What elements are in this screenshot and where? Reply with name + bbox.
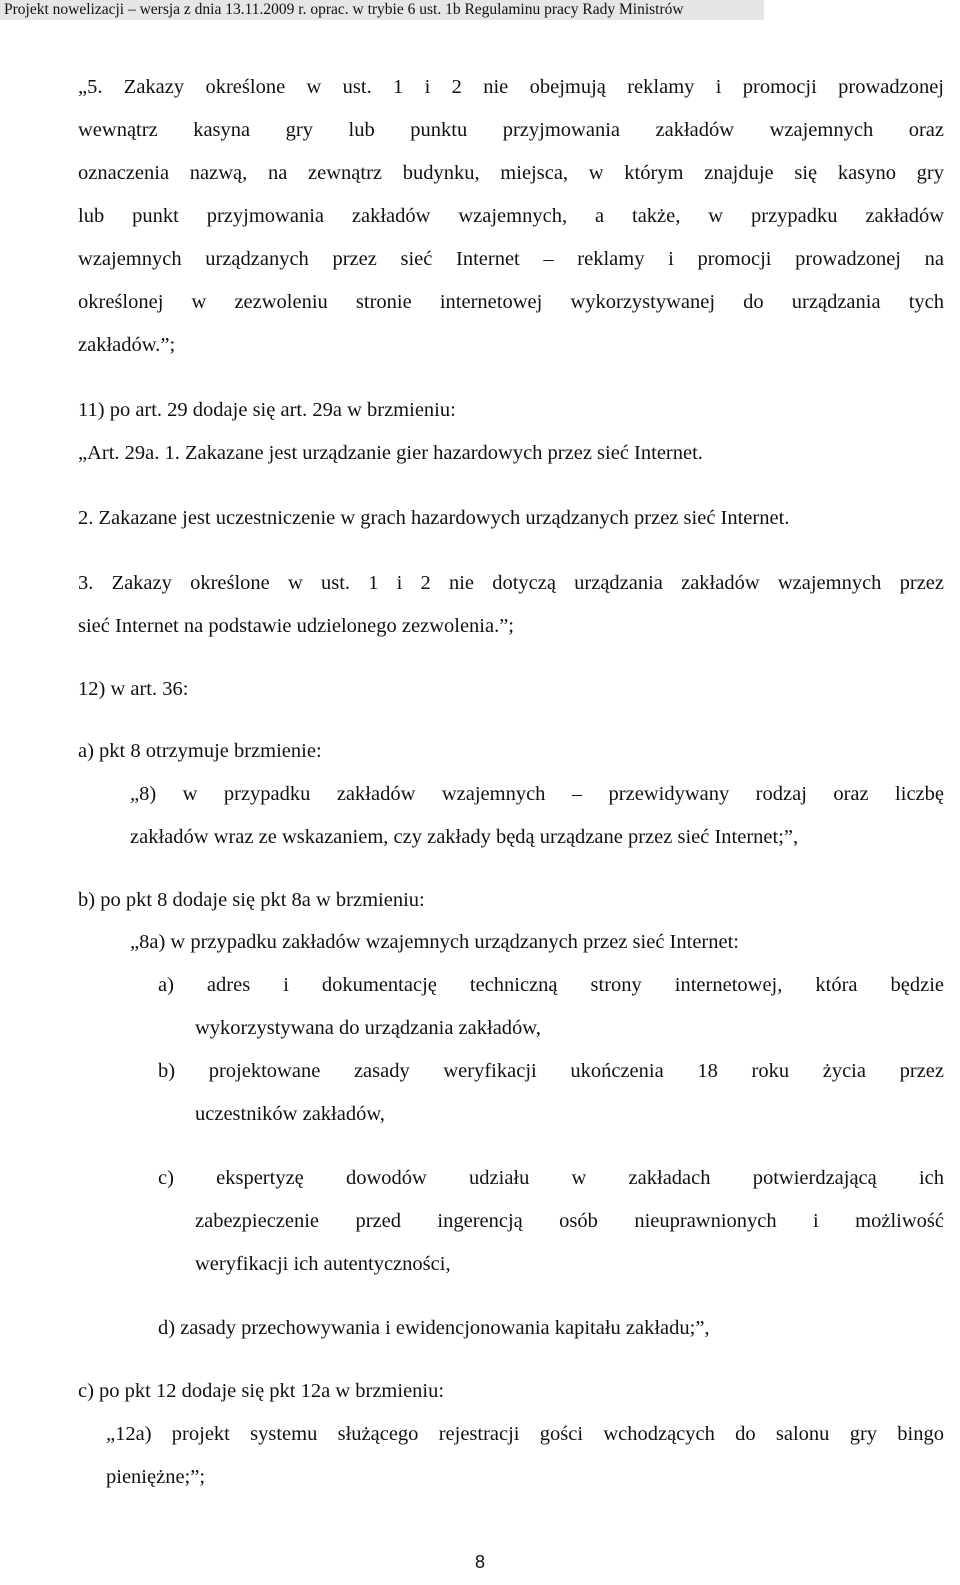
subitem-c: c) ekspertyzę dowodów udziału w zakładach potwierdzającą ich (158, 1167, 944, 1189)
item-12-c-text: „12a) projekt systemu służącego rejestracji gości wchodzących do salonu gry bingo (106, 1423, 944, 1445)
subitem-a: a) adres i dokumentację techniczną strony internetowej, która będzie (158, 974, 944, 996)
item-11-label: 11) po art. 29 dodaje się art. 29a w brzmieniu: (78, 399, 456, 421)
subitem-c: zabezpieczenie przed ingerencją osób nieuprawnionych i możliwość (195, 1210, 944, 1232)
text-line: zakładów.”; (78, 334, 176, 356)
text-line: wzajemnych urządzanych przez sieć Internet – reklamy i promocji prowadzonej na (78, 248, 944, 270)
text-line: „5. Zakazy określone w ust. 1 i 2 nie obejmują reklamy i promocji prowadzonej (78, 76, 944, 98)
item-12-a-text: zakładów wraz ze wskazaniem, czy zakłady będą urządzane przez sieć Internet;”, (130, 826, 799, 848)
subitem-c: weryfikacji ich autentyczności, (195, 1253, 451, 1275)
item-12-label: 12) w art. 36: (78, 678, 189, 700)
subitem-b: uczestników zakładów, (195, 1103, 385, 1125)
subitem-b: b) projektowane zasady weryfikacji ukończenia 18 roku życia przez (158, 1060, 944, 1082)
item-12-b-intro: „8a) w przypadku zakładów wzajemnych urządzanych przez sieć Internet: (130, 931, 739, 953)
item-12-a-text: „8) w przypadku zakładów wzajemnych – przewidywany rodzaj oraz liczbę (130, 783, 944, 805)
text-line: lub punkt przyjmowania zakładów wzajemnych, a także, w przypadku zakładów (78, 205, 944, 227)
item-12-b-label: b) po pkt 8 dodaje się pkt 8a w brzmieniu: (78, 889, 425, 911)
art-29a-p2: 2. Zakazane jest uczestniczenie w grach hazardowych urządzanych przez sieć Internet. (78, 507, 790, 529)
art-29a-p3-line: 3. Zakazy określone w ust. 1 i 2 nie dotyczą urządzania zakładów wzajemnych przez (78, 572, 944, 594)
art-29a-line: „Art. 29a. 1. Zakazane jest urządzanie gier hazardowych przez sieć Internet. (78, 442, 703, 464)
text-line: wewnątrz kasyna gry lub punktu przyjmowania zakładów wzajemnych oraz (78, 119, 944, 141)
art-29a-p3-line: sieć Internet na podstawie udzielonego zezwolenia.”; (78, 615, 515, 637)
text-line: określonej w zezwoleniu stronie internetowej wykorzystywanej do urządzania tych (78, 291, 944, 313)
item-12-a-label: a) pkt 8 otrzymuje brzmienie: (78, 740, 322, 762)
item-12-c-label: c) po pkt 12 dodaje się pkt 12a w brzmieniu: (78, 1380, 445, 1402)
item-12-c-text: pieniężne;”; (106, 1466, 206, 1488)
page-number: 8 (474, 1552, 485, 1572)
text-line: oznaczenia nazwą, na zewnątrz budynku, miejsca, w którym znajduje się kasyno gry (78, 162, 944, 184)
subitem-d: d) zasady przechowywania i ewidencjonowania kapitału zakładu;”, (158, 1317, 710, 1339)
page-header: Projekt nowelizacji – wersja z dnia 13.11.2009 r. oprac. w trybie 6 ust. 1b Regulaminu pracy Rady Ministrów (0, 0, 764, 20)
subitem-a: wykorzystywana do urządzania zakładów, (195, 1017, 541, 1039)
